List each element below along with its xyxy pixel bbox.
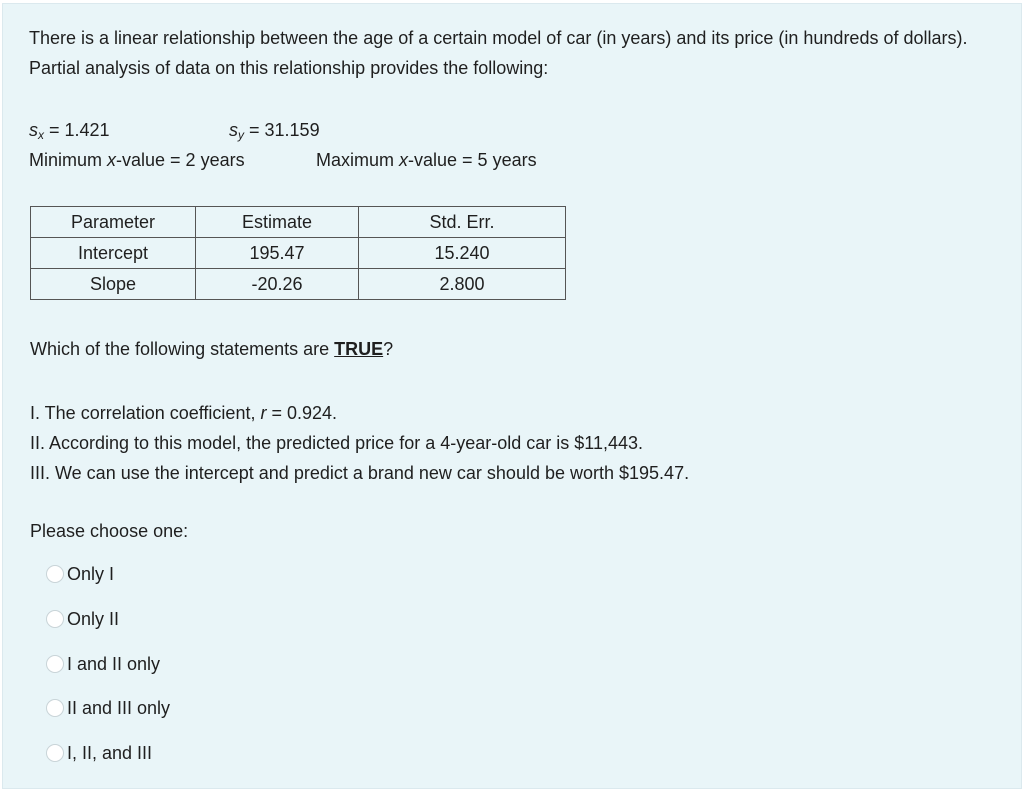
parameter-table	[30, 206, 566, 300]
table-row	[31, 269, 566, 300]
table-cell: 195.47	[196, 238, 359, 269]
option-only-i[interactable]	[46, 562, 114, 586]
sy-value: = 31.159	[249, 120, 320, 140]
radio-button[interactable]	[46, 610, 64, 628]
radio-button[interactable]	[46, 565, 64, 583]
stat-sy	[229, 119, 320, 146]
statement-list	[30, 398, 689, 488]
min-value: -value = 2 years	[116, 150, 245, 170]
table-row	[31, 238, 566, 269]
table-header: Parameter	[31, 207, 196, 238]
option-label: II and III only	[67, 697, 171, 718]
question-emphasis: TRUE	[334, 339, 384, 359]
option-only-ii[interactable]	[46, 607, 119, 631]
option-label: I and II only	[67, 653, 161, 674]
sx-subscript: x	[38, 128, 44, 142]
table-header-row	[31, 207, 566, 238]
sy-subscript: y	[238, 128, 244, 142]
max-label: Maximum	[316, 150, 400, 170]
option-ii-and-iii[interactable]	[46, 696, 170, 720]
option-i-ii-iii[interactable]	[46, 741, 152, 765]
option-i-and-ii[interactable]	[46, 652, 160, 676]
question-suffix: ?	[383, 339, 394, 359]
sx-value: = 1.421	[49, 120, 110, 140]
table-cell: 15.240	[359, 238, 566, 269]
stat-sx	[29, 119, 110, 146]
question-card	[2, 3, 1022, 789]
min-var: x	[107, 150, 117, 170]
option-label: Only I	[67, 563, 115, 584]
table-header: Std. Err.	[359, 207, 566, 238]
problem-intro: There is a linear relationship between the age of a certain model of car (in years) and its price (in hundreds of dollars). Partial analysis of data on this relationship provides the following:	[29, 28, 968, 78]
table-cell: Intercept	[31, 238, 196, 269]
question-text	[30, 338, 393, 360]
stat-max-x	[316, 149, 537, 171]
table-header: Estimate	[196, 207, 359, 238]
statement-2: II. According to this model, the predicted price for a 4-year-old car is $11,443.	[30, 433, 643, 453]
table-cell: -20.26	[196, 269, 359, 300]
sx-symbol: s	[29, 120, 38, 140]
option-label: I, II, and III	[67, 742, 153, 763]
statement-3: III. We can use the intercept and predict a brand new car should be worth $195.47.	[30, 463, 690, 483]
max-value: -value = 5 years	[408, 150, 537, 170]
statement-1-var: r	[260, 403, 267, 423]
option-label: Only II	[67, 608, 120, 629]
radio-button[interactable]	[46, 699, 64, 717]
statement-1	[30, 398, 689, 428]
max-var: x	[399, 150, 409, 170]
sy-symbol: s	[229, 120, 238, 140]
table-cell: Slope	[31, 269, 196, 300]
table-cell: 2.800	[359, 269, 566, 300]
statement-1-suffix: = 0.924.	[266, 403, 338, 423]
min-label: Minimum	[29, 150, 108, 170]
choose-prompt: Please choose one:	[30, 521, 189, 541]
radio-button[interactable]	[46, 744, 64, 762]
stat-min-x	[29, 149, 245, 171]
question-prefix: Which of the following statements are	[30, 339, 335, 359]
radio-button[interactable]	[46, 655, 64, 673]
statement-1-prefix: I. The correlation coefficient,	[30, 403, 261, 423]
